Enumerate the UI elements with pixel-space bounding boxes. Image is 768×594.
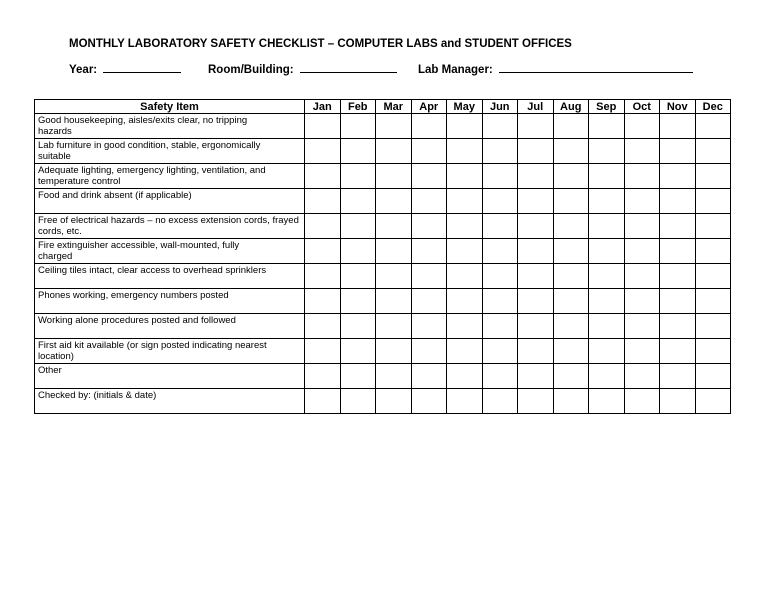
lab-manager-field[interactable]	[418, 63, 693, 76]
month-header: Feb	[340, 100, 376, 114]
month-check-cell[interactable]	[376, 214, 412, 239]
month-check-cell[interactable]	[518, 139, 554, 164]
month-check-cell[interactable]	[305, 164, 341, 189]
month-check-cell[interactable]	[411, 314, 447, 339]
month-check-cell[interactable]	[660, 289, 696, 314]
month-check-cell[interactable]	[624, 314, 660, 339]
month-check-cell[interactable]	[660, 114, 696, 139]
month-check-cell[interactable]	[589, 239, 625, 264]
table-row	[35, 214, 731, 239]
month-check-cell[interactable]	[660, 389, 696, 414]
month-check-cell[interactable]	[305, 364, 341, 389]
month-check-cell[interactable]	[695, 139, 731, 164]
month-check-cell[interactable]	[553, 339, 589, 364]
table-row	[35, 114, 731, 139]
month-check-cell[interactable]	[482, 239, 518, 264]
month-check-cell[interactable]	[482, 114, 518, 139]
safety-item-text: charged	[38, 251, 73, 262]
month-check-cell[interactable]	[447, 139, 483, 164]
year-blank-line[interactable]	[103, 63, 181, 73]
month-check-cell[interactable]	[411, 114, 447, 139]
month-check-cell[interactable]	[447, 364, 483, 389]
month-check-cell[interactable]	[553, 189, 589, 214]
safety-item-text: Adequate lighting, emergency lighting, ventilation, and	[38, 165, 266, 176]
table-row	[35, 239, 731, 264]
safety-item-text: temperature control	[38, 176, 121, 187]
header-row	[35, 100, 731, 114]
month-check-cell[interactable]	[589, 339, 625, 364]
month-check-cell[interactable]	[411, 139, 447, 164]
month-check-cell[interactable]	[589, 164, 625, 189]
year-label: Year:	[69, 64, 98, 76]
month-check-cell[interactable]	[482, 214, 518, 239]
month-check-cell[interactable]	[660, 364, 696, 389]
month-check-cell[interactable]	[340, 289, 376, 314]
safety-item-text: Checked by: (initials & date)	[38, 390, 157, 401]
month-check-cell[interactable]	[518, 239, 554, 264]
month-check-cell[interactable]	[447, 314, 483, 339]
month-check-cell[interactable]	[518, 364, 554, 389]
month-check-cell[interactable]	[695, 114, 731, 139]
month-check-cell[interactable]	[660, 239, 696, 264]
safety-item-header: Safety Item	[35, 100, 305, 114]
month-check-cell[interactable]	[376, 264, 412, 289]
safety-item-text: hazards	[38, 126, 72, 137]
month-check-cell[interactable]	[518, 164, 554, 189]
table-row	[35, 314, 731, 339]
room-building-label: Room/Building:	[208, 64, 294, 76]
room-building-field[interactable]	[208, 63, 397, 76]
month-check-cell[interactable]	[624, 214, 660, 239]
room-building-blank-line[interactable]	[300, 63, 397, 73]
month-check-cell[interactable]	[340, 214, 376, 239]
month-check-cell[interactable]	[660, 214, 696, 239]
month-check-cell[interactable]	[305, 239, 341, 264]
month-check-cell[interactable]	[589, 189, 625, 214]
month-header: Sep	[589, 100, 625, 114]
safety-item-cell	[35, 364, 305, 389]
month-check-cell[interactable]	[553, 389, 589, 414]
safety-item-text: Working alone procedures posted and followed	[38, 315, 236, 326]
month-check-cell[interactable]	[695, 289, 731, 314]
safety-item-cell	[35, 114, 305, 139]
month-check-cell[interactable]	[305, 114, 341, 139]
safety-item-cell	[35, 339, 305, 364]
safety-item-text: Other	[38, 365, 62, 376]
month-check-cell[interactable]	[305, 264, 341, 289]
month-check-cell[interactable]	[482, 189, 518, 214]
safety-item-cell	[35, 239, 305, 264]
month-header: Jan	[305, 100, 341, 114]
month-check-cell[interactable]	[624, 139, 660, 164]
month-check-cell[interactable]	[589, 389, 625, 414]
month-check-cell[interactable]	[624, 264, 660, 289]
safety-item-cell	[35, 289, 305, 314]
month-check-cell[interactable]	[447, 339, 483, 364]
month-check-cell[interactable]	[695, 314, 731, 339]
month-check-cell[interactable]	[305, 214, 341, 239]
month-check-cell[interactable]	[376, 364, 412, 389]
month-check-cell[interactable]	[624, 364, 660, 389]
month-check-cell[interactable]	[447, 239, 483, 264]
month-header: Mar	[376, 100, 412, 114]
table-row	[35, 264, 731, 289]
month-check-cell[interactable]	[376, 314, 412, 339]
month-check-cell[interactable]	[376, 239, 412, 264]
month-check-cell[interactable]	[305, 139, 341, 164]
month-check-cell[interactable]	[553, 164, 589, 189]
month-check-cell[interactable]	[589, 264, 625, 289]
month-check-cell[interactable]	[376, 139, 412, 164]
month-check-cell[interactable]	[340, 164, 376, 189]
month-check-cell[interactable]	[447, 114, 483, 139]
month-check-cell[interactable]	[340, 389, 376, 414]
month-header: Oct	[624, 100, 660, 114]
month-check-cell[interactable]	[340, 314, 376, 339]
month-check-cell[interactable]	[660, 339, 696, 364]
month-check-cell[interactable]	[589, 364, 625, 389]
month-header: May	[447, 100, 483, 114]
table-row	[35, 164, 731, 189]
month-check-cell[interactable]	[305, 339, 341, 364]
month-check-cell[interactable]	[695, 214, 731, 239]
month-check-cell[interactable]	[482, 364, 518, 389]
safety-item-cell	[35, 389, 305, 414]
month-check-cell[interactable]	[518, 189, 554, 214]
safety-item-text: Good housekeeping, aisles/exits clear, no tripping	[38, 115, 248, 126]
month-check-cell[interactable]	[482, 339, 518, 364]
month-check-cell[interactable]	[482, 264, 518, 289]
month-check-cell[interactable]	[305, 389, 341, 414]
month-check-cell[interactable]	[411, 264, 447, 289]
month-check-cell[interactable]	[660, 139, 696, 164]
safety-item-text: Phones working, emergency numbers posted	[38, 290, 229, 301]
month-header: Dec	[695, 100, 731, 114]
month-check-cell[interactable]	[482, 164, 518, 189]
month-check-cell[interactable]	[624, 114, 660, 139]
month-check-cell[interactable]	[660, 164, 696, 189]
month-check-cell[interactable]	[518, 389, 554, 414]
month-check-cell[interactable]	[376, 389, 412, 414]
table-row	[35, 189, 731, 214]
safety-checklist-table	[34, 99, 731, 414]
month-check-cell[interactable]	[340, 364, 376, 389]
month-check-cell[interactable]	[376, 289, 412, 314]
month-check-cell[interactable]	[553, 239, 589, 264]
month-check-cell[interactable]	[411, 289, 447, 314]
month-check-cell[interactable]	[518, 114, 554, 139]
table-row	[35, 364, 731, 389]
month-check-cell[interactable]	[660, 189, 696, 214]
month-header: Jul	[518, 100, 554, 114]
month-header: Aug	[553, 100, 589, 114]
month-check-cell[interactable]	[624, 289, 660, 314]
month-check-cell[interactable]	[376, 114, 412, 139]
month-check-cell[interactable]	[411, 214, 447, 239]
month-check-cell[interactable]	[340, 239, 376, 264]
month-check-cell[interactable]	[553, 114, 589, 139]
month-check-cell[interactable]	[589, 139, 625, 164]
month-check-cell[interactable]	[660, 264, 696, 289]
safety-item-text: Ceiling tiles intact, clear access to overhead sprinklers	[38, 265, 267, 276]
table-row	[35, 389, 731, 414]
month-check-cell[interactable]	[340, 114, 376, 139]
month-check-cell[interactable]	[340, 339, 376, 364]
safety-item-cell	[35, 214, 305, 239]
month-check-cell[interactable]	[305, 314, 341, 339]
month-check-cell[interactable]	[376, 189, 412, 214]
month-check-cell[interactable]	[553, 314, 589, 339]
month-check-cell[interactable]	[660, 314, 696, 339]
safety-item-text: Lab furniture in good condition, stable, ergonomically	[38, 140, 261, 151]
month-check-cell[interactable]	[447, 264, 483, 289]
month-check-cell[interactable]	[695, 189, 731, 214]
safety-item-cell	[35, 164, 305, 189]
table-row	[35, 339, 731, 364]
month-check-cell[interactable]	[553, 364, 589, 389]
lab-manager-label: Lab Manager:	[418, 64, 493, 76]
month-check-cell[interactable]	[624, 189, 660, 214]
month-check-cell[interactable]	[589, 289, 625, 314]
month-header: Jun	[482, 100, 518, 114]
month-check-cell[interactable]	[482, 314, 518, 339]
safety-item-text: Free of electrical hazards – no excess extension cords, frayed cords, etc.	[38, 215, 299, 237]
month-check-cell[interactable]	[340, 189, 376, 214]
month-check-cell[interactable]	[411, 364, 447, 389]
lab-manager-blank-line[interactable]	[499, 63, 693, 73]
month-check-cell[interactable]	[589, 214, 625, 239]
month-check-cell[interactable]	[411, 389, 447, 414]
month-check-cell[interactable]	[340, 139, 376, 164]
month-check-cell[interactable]	[447, 214, 483, 239]
month-check-cell[interactable]	[340, 264, 376, 289]
safety-item-cell	[35, 264, 305, 289]
safety-item-cell	[35, 314, 305, 339]
month-check-cell[interactable]	[411, 339, 447, 364]
month-check-cell[interactable]	[553, 139, 589, 164]
month-check-cell[interactable]	[695, 264, 731, 289]
month-check-cell[interactable]	[695, 164, 731, 189]
month-check-cell[interactable]	[447, 189, 483, 214]
month-check-cell[interactable]	[411, 164, 447, 189]
month-check-cell[interactable]	[624, 389, 660, 414]
month-check-cell[interactable]	[518, 264, 554, 289]
month-check-cell[interactable]	[518, 314, 554, 339]
safety-item-cell	[35, 139, 305, 164]
month-check-cell[interactable]	[482, 139, 518, 164]
month-check-cell[interactable]	[553, 214, 589, 239]
safety-item-text: Food and drink absent (if applicable)	[38, 190, 192, 201]
month-check-cell[interactable]	[695, 364, 731, 389]
month-check-cell[interactable]	[624, 339, 660, 364]
month-check-cell[interactable]	[695, 389, 731, 414]
month-check-cell[interactable]	[447, 389, 483, 414]
month-check-cell[interactable]	[589, 114, 625, 139]
month-check-cell[interactable]	[695, 239, 731, 264]
month-check-cell[interactable]	[447, 289, 483, 314]
month-check-cell[interactable]	[305, 189, 341, 214]
safety-item-text: suitable	[38, 151, 71, 162]
safety-item-text: Fire extinguisher accessible, wall-mounted, fully	[38, 240, 240, 251]
month-check-cell[interactable]	[376, 339, 412, 364]
month-check-cell[interactable]	[518, 289, 554, 314]
month-check-cell[interactable]	[411, 239, 447, 264]
month-check-cell[interactable]	[411, 189, 447, 214]
month-header: Nov	[660, 100, 696, 114]
table-row	[35, 139, 731, 164]
month-check-cell[interactable]	[518, 214, 554, 239]
year-field[interactable]	[69, 63, 181, 76]
month-check-cell[interactable]	[624, 239, 660, 264]
table-row	[35, 289, 731, 314]
month-check-cell[interactable]	[624, 164, 660, 189]
month-check-cell[interactable]	[589, 314, 625, 339]
safety-item-cell	[35, 189, 305, 214]
month-header: Apr	[411, 100, 447, 114]
month-check-cell[interactable]	[553, 264, 589, 289]
month-check-cell[interactable]	[305, 289, 341, 314]
month-check-cell[interactable]	[482, 289, 518, 314]
month-check-cell[interactable]	[518, 339, 554, 364]
month-check-cell[interactable]	[482, 389, 518, 414]
month-check-cell[interactable]	[447, 164, 483, 189]
month-check-cell[interactable]	[553, 289, 589, 314]
month-check-cell[interactable]	[695, 339, 731, 364]
month-check-cell[interactable]	[376, 164, 412, 189]
safety-item-text: First aid kit available (or sign posted indicating nearest location)	[38, 340, 267, 362]
page-title: MONTHLY LABORATORY SAFETY CHECKLIST – COMPUTER LABS and STUDENT OFFICES	[69, 38, 572, 50]
